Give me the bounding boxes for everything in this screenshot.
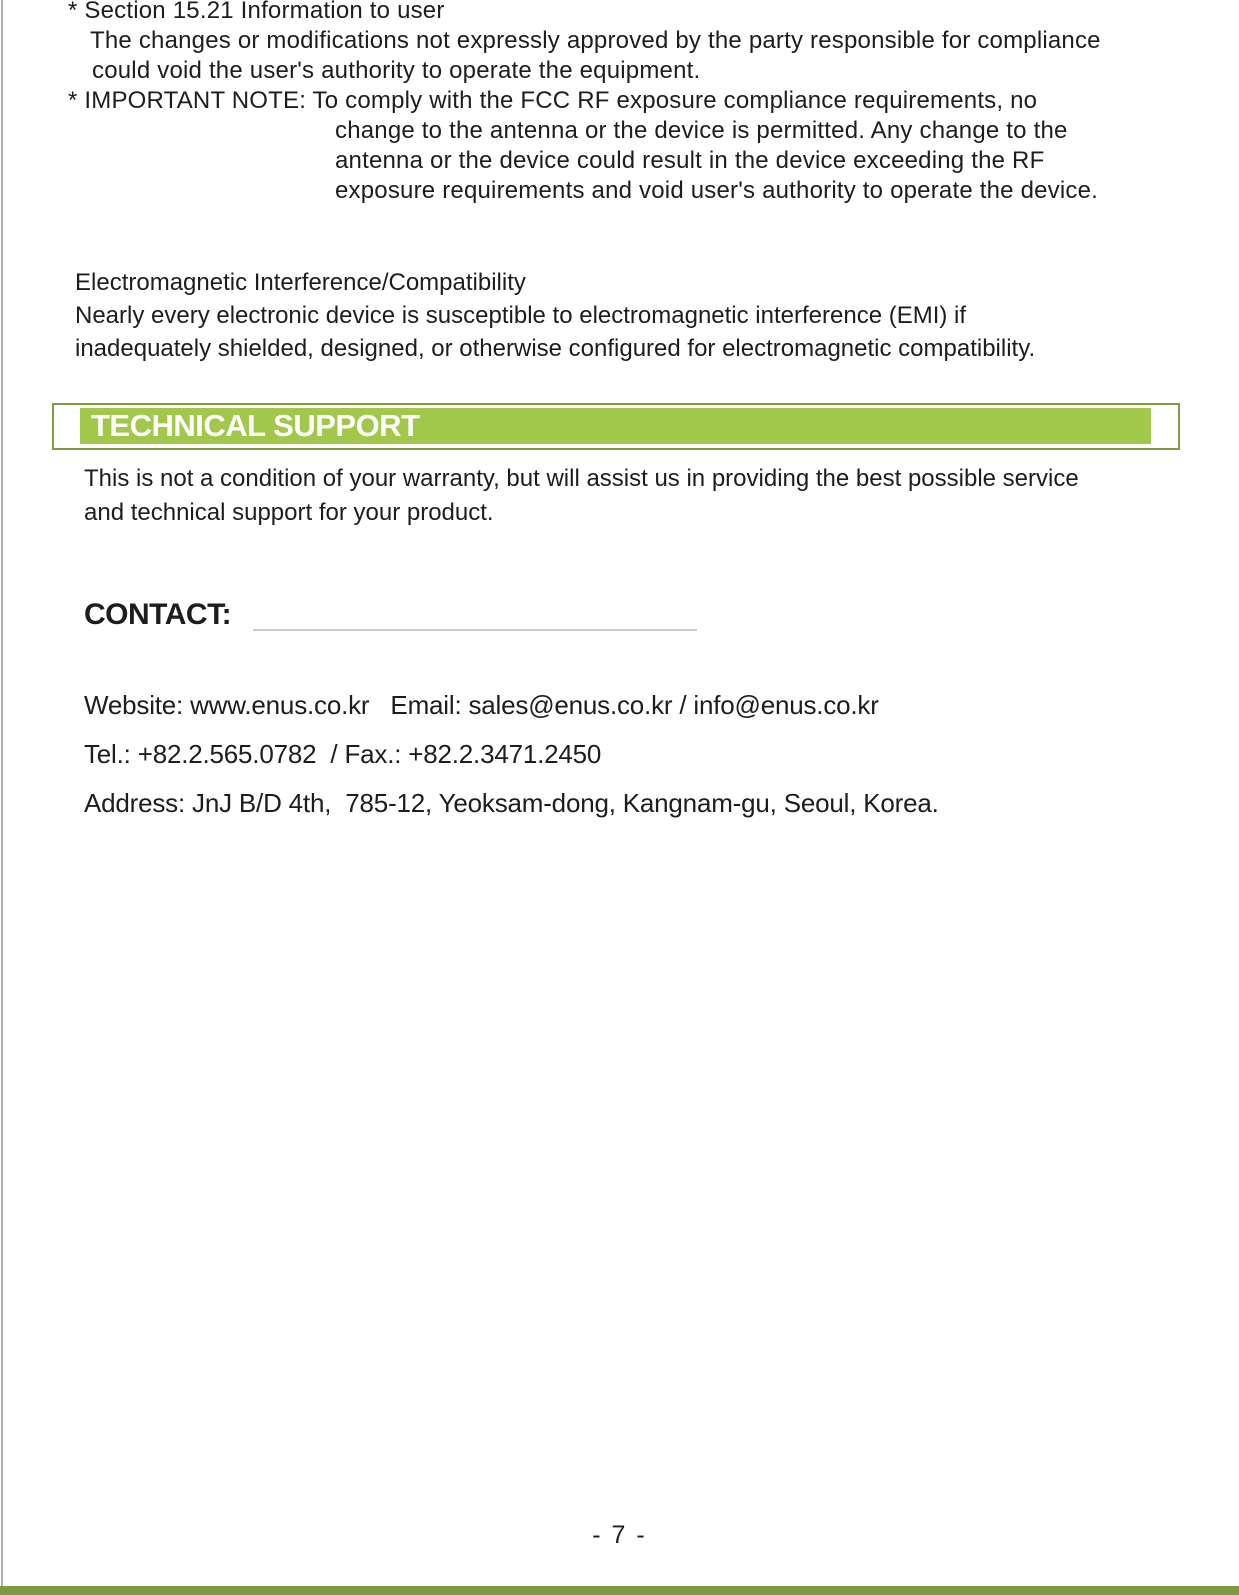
technical-support-banner-fill bbox=[80, 408, 1151, 444]
fcc-note-line: The changes or modifications not expressly approved by the party responsible for compliance bbox=[90, 27, 1101, 54]
page-number: - 7 - bbox=[592, 1521, 647, 1549]
warranty-note-line: This is not a condition of your warranty, but will assist us in providing the best possible service bbox=[84, 465, 1079, 492]
emi-body-line: inadequately shielded, designed, or otherwise configured for electromagnetic compatibility. bbox=[75, 335, 1036, 362]
contact-heading-underline bbox=[253, 629, 697, 631]
warranty-note-section bbox=[84, 462, 1079, 530]
contact-website-email-line: Website: www.enus.co.kr Email: sales@enus.co.kr / info@enus.co.kr bbox=[84, 690, 879, 720]
page-left-border-rule bbox=[1, 0, 3, 1586]
contact-heading: CONTACT: bbox=[84, 598, 232, 631]
fcc-important-note-line: antenna or the device could result in the device exceeding the RF bbox=[335, 147, 1045, 174]
footer-accent-bar bbox=[0, 1586, 1239, 1595]
emi-title: Electromagnetic Interference/Compatibility bbox=[75, 269, 526, 296]
contact-tel-fax-line: Tel.: +82.2.565.0782 / Fax.: +82.2.3471.2450 bbox=[84, 739, 602, 769]
emi-section bbox=[75, 266, 1035, 365]
contact-info-section bbox=[84, 681, 939, 828]
fcc-important-note-line: * IMPORTANT NOTE: To comply with the FCC RF exposure compliance requirements, no bbox=[68, 87, 1038, 114]
technical-support-heading: TECHNICAL SUPPORT bbox=[91, 408, 420, 443]
fcc-section-1521-title: * Section 15.21 Information to user bbox=[68, 0, 445, 24]
emi-body-line: Nearly every electronic device is susceptible to electromagnetic interference (EMI) if bbox=[75, 302, 967, 329]
contact-address-line: Address: JnJ B/D 4th, 785-12, Yeoksam-dong, Kangnam-gu, Seoul, Korea. bbox=[84, 788, 939, 818]
fcc-important-note-line: exposure requirements and void user's authority to operate the device. bbox=[335, 177, 1099, 204]
warranty-note-line: and technical support for your product. bbox=[84, 499, 494, 526]
fcc-important-note-line: change to the antenna or the device is permitted. Any change to the bbox=[335, 117, 1068, 144]
technical-support-banner bbox=[52, 403, 1180, 450]
fcc-note-line: could void the user's authority to operate the equipment. bbox=[92, 57, 701, 84]
fcc-notes-section bbox=[68, 0, 1101, 206]
